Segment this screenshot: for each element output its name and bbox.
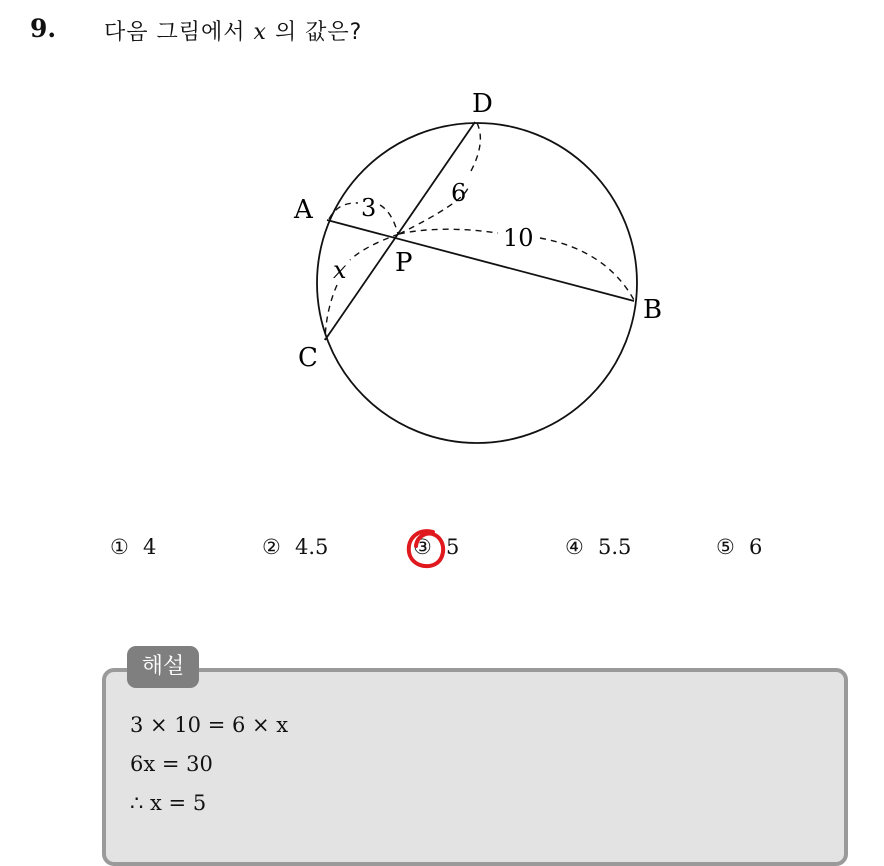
choice-5[interactable] xyxy=(716,535,762,559)
question-text-before: 다음 그림에서 xyxy=(104,20,246,45)
choice-1-mark: ① xyxy=(110,535,129,559)
choice-2[interactable] xyxy=(262,535,328,559)
solution-label: 해설 xyxy=(127,646,199,688)
choice-1[interactable] xyxy=(110,535,156,559)
choice-5-value: 6 xyxy=(749,535,763,559)
question-variable: x xyxy=(253,20,267,45)
chord-cd xyxy=(325,122,475,340)
segment-label-pb: 10 xyxy=(503,224,534,252)
question-number: 9. xyxy=(30,14,57,43)
choice-4[interactable] xyxy=(565,535,631,559)
point-label-d: D xyxy=(472,89,493,119)
point-label-a: A xyxy=(294,195,313,225)
point-label-p: P xyxy=(395,248,413,278)
choice-3-value: 5 xyxy=(446,535,460,559)
choice-4-mark: ④ xyxy=(565,535,584,559)
segment-label-pc: x xyxy=(333,256,347,284)
solution-line-3: ∴ x = 5 xyxy=(130,791,207,815)
point-label-b: B xyxy=(643,295,663,325)
choice-2-value: 4.5 xyxy=(295,535,329,559)
chord-ab xyxy=(327,220,634,301)
solution-box xyxy=(102,668,848,866)
solution-line-1: 3 × 10 = 6 × x xyxy=(130,713,289,737)
choice-3-mark: ③ xyxy=(413,535,432,559)
segment-label-pd: 6 xyxy=(451,179,467,207)
point-label-c: C xyxy=(298,343,318,373)
choice-4-value: 5.5 xyxy=(598,535,632,559)
choice-5-mark: ⑤ xyxy=(716,535,735,559)
solution-line-2: 6x = 30 xyxy=(130,752,213,776)
brace-pd xyxy=(399,123,480,234)
choice-2-mark: ② xyxy=(262,535,281,559)
answer-circle-icon xyxy=(403,526,449,572)
choice-1-value: 4 xyxy=(143,535,157,559)
segment-label-ap: 3 xyxy=(361,194,377,222)
question-text-after: 의 값은? xyxy=(274,20,363,45)
